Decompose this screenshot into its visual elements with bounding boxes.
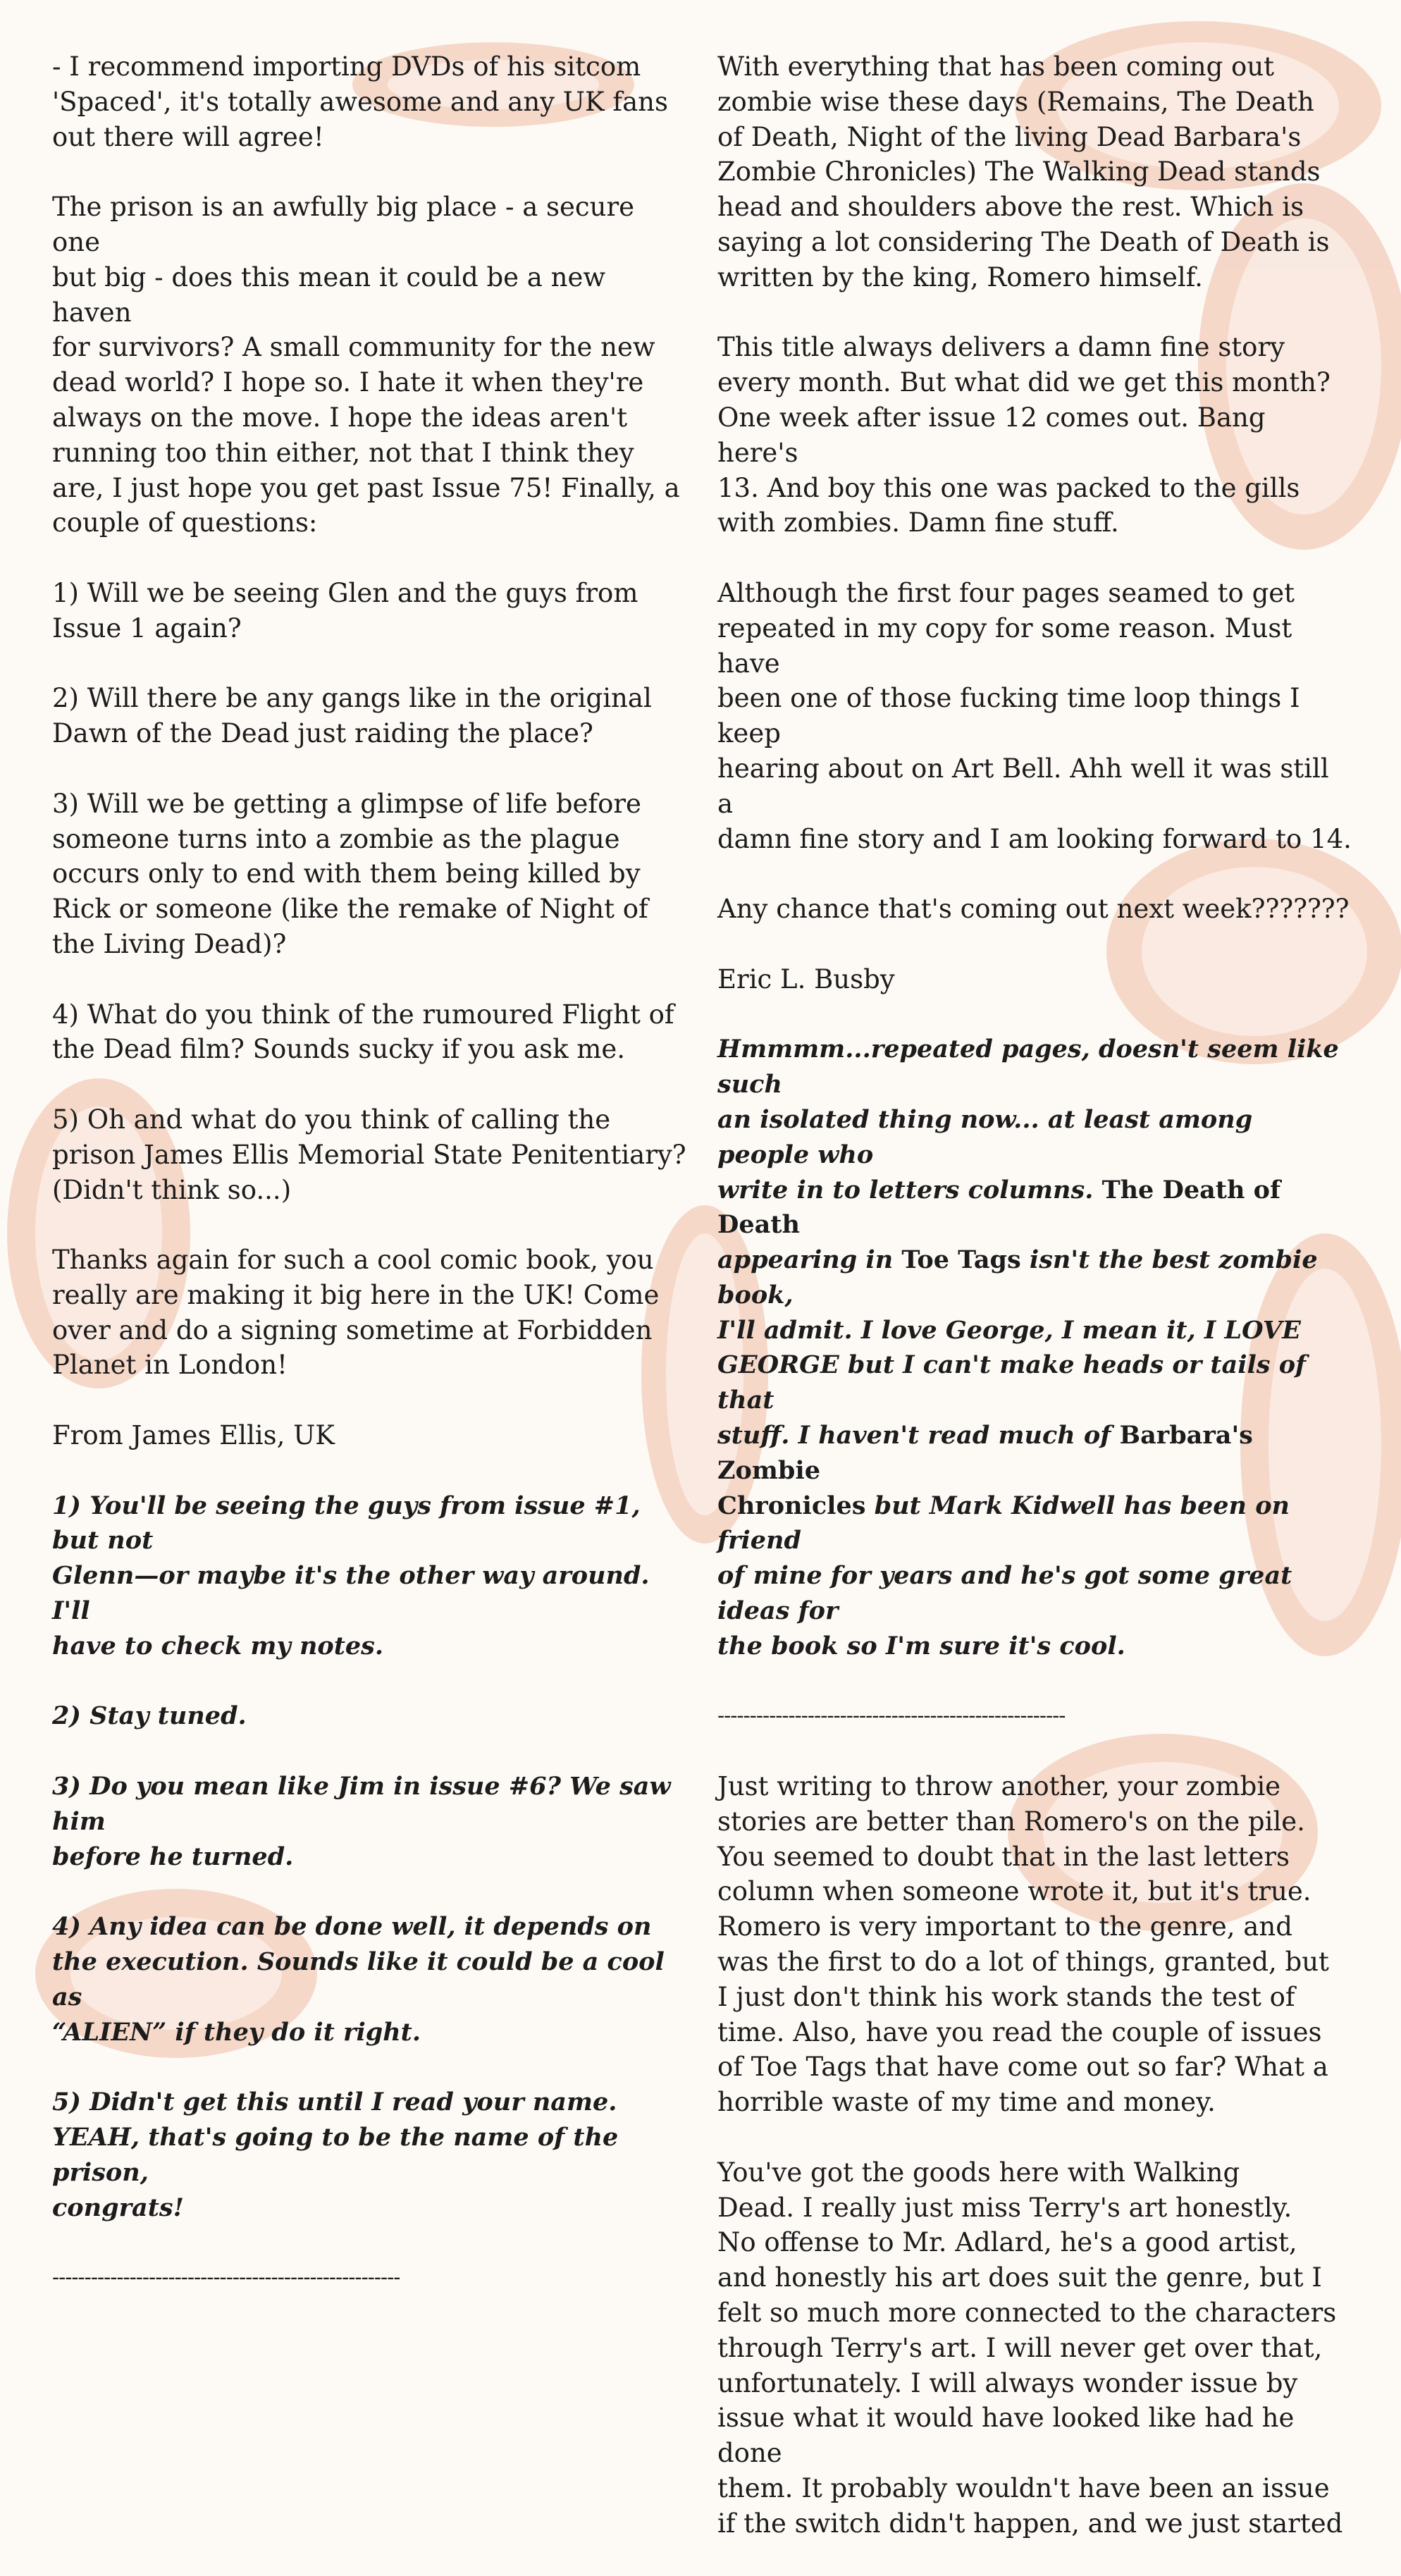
reply-text: Hmmmm...repeated pages, doesn't seem like such an isolated thing now... at least among people who write in to letters columns. <box>717 1035 1339 1204</box>
letter-signature: From James Ellis, UK <box>52 1420 335 1451</box>
editor-answer: 5) Didn't get this until I read your name. YEAH, that's going to be the name of the prison, congrats! <box>52 2088 619 2222</box>
letter-prison-paragraph: The prison is an awfully big place - a secure one but big - does this mean it could be a new haven for survivors? A small community for the new dead world? I hope so. I hate it when they're always on the move. I hope the ideas aren't running too thin either, not that I think they are, I just hope you get past Issue 75! Finally, a couple of questions: <box>52 192 680 538</box>
reply-title: Toe Tags <box>901 1245 1021 1275</box>
letter-paragraph: Just writing to throw another, your zombie stories are better than Romero's on the pile. You seemed to doubt that in the last letters column when someone wrote it, but it's true. Romero is very important to the genre, and was the first to do a lot of things, granted, but I just don't think his work stands the test of time. Also, have you read the couple of issues of Toe Tags that have come out so far? What a horrible waste of my time and money. <box>717 1771 1329 2118</box>
letter-question: 2) Will there be any gangs like in the original Dawn of the Dead just raiding the place? <box>52 683 652 749</box>
letter-intro: - I recommend importing DVDs of his sitcom 'Spaced', it's totally awesome and any UK fans out there will agree! <box>52 51 668 152</box>
reply-text: appearing in <box>717 1245 894 1275</box>
letter-thanks: Thanks again for such a cool comic book, you really are making it big here in the UK! Come over and do a signing sometime at Forbidden Planet in London! <box>52 1245 660 1381</box>
letter-paragraph: Any chance that's coming out next week??????? <box>717 894 1350 925</box>
letter-paragraph: With everything that has been coming out zombie wise these days (Remains, The Death of Death, Night of the living Dead Barbara's Zombie Chronicles) The Walking Dead stands head and shoulders above the rest. Which is saying a lot considering The Death of Death is written by the king, Romero himself. <box>717 51 1330 292</box>
letter-paragraph: You've got the goods here with Walking Dead. I really just miss Terry's art honestly. No offense to Mr. Adlard, he's a good artist, and honestly his art does suit the genre, but I felt so much more connected to the characters through Terry's art. I will never get over that, unfortunately. I will always wonder issue by issue what it would have looked like had he done them. It probably wouldn't have been an issue if the switch didn't happen, and we just started <box>717 2157 1343 2539</box>
letter-question: 1) Will we be seeing Glen and the guys from Issue 1 again? <box>52 577 638 643</box>
letter-question: 3) Will we be getting a glimpse of life before someone turns into a zombie as the plague occurs only to end with them being killed by Rick or someone (like the remake of Night of the Living Dead)? <box>52 788 648 959</box>
left-column <box>52 49 686 2331</box>
letter-signature: Eric L. Busby <box>717 963 895 994</box>
reply-title: The Death of Death <box>717 1175 1281 1240</box>
letter-paragraph: Although the first four pages seamed to get repeated in my copy for some reason. Must have been one of those fucking time loop things I keep hearing about on Art Bell. Ahh well it was still a damn fine story and I am looking forward to 14. <box>717 577 1352 854</box>
editor-answer: 1) You'll be seeing the guys from issue #1, but not Glenn—or maybe it's the other way around. I'll have to check my notes. <box>52 1491 650 1660</box>
editor-answer: 3) Do you mean like Jim in issue #6? We saw him before he turned. <box>52 1772 671 1871</box>
letter-paragraph: This title always delivers a damn fine story every month. But what did we get this month? One week after issue 12 comes out. Bang here's 13. And boy this one was packed to the gills with zombies. Damn fine stuff. <box>717 332 1331 538</box>
section-separator: ------------------------------------------------------ <box>717 1703 1066 1729</box>
reply-text: but Mark Kidwell has been on friend of mine for years and he's got some great ideas for the book so I'm sure it's cool. <box>717 1491 1292 1660</box>
editor-reply <box>717 1032 1352 1663</box>
letter-question: 5) Oh and what do you think of calling the prison James Ellis Memorial State Penitentiary? (Didn't think so...) <box>52 1104 686 1205</box>
reply-title: Barbara's Zombie Chronicles <box>717 1421 1253 1520</box>
editor-answer: 4) Any idea can be done well, it depends on the execution. Sounds like it could be a cool as “ALIEN” if they do it right. <box>52 1912 665 2047</box>
reply-text: isn't the best zombie book, I'll admit. I love George, I mean it, I LOVE GEORGE but I can't make heads or tails of that stuff. I haven't read much of <box>717 1245 1318 1450</box>
right-column <box>717 49 1352 2576</box>
editor-answer: 2) Stay tuned. <box>52 1701 247 1731</box>
letter-question: 4) What do you think of the rumoured Flight of the Dead film? Sounds sucky if you ask me. <box>52 999 674 1065</box>
section-separator: ------------------------------------------------------ <box>52 2265 400 2291</box>
